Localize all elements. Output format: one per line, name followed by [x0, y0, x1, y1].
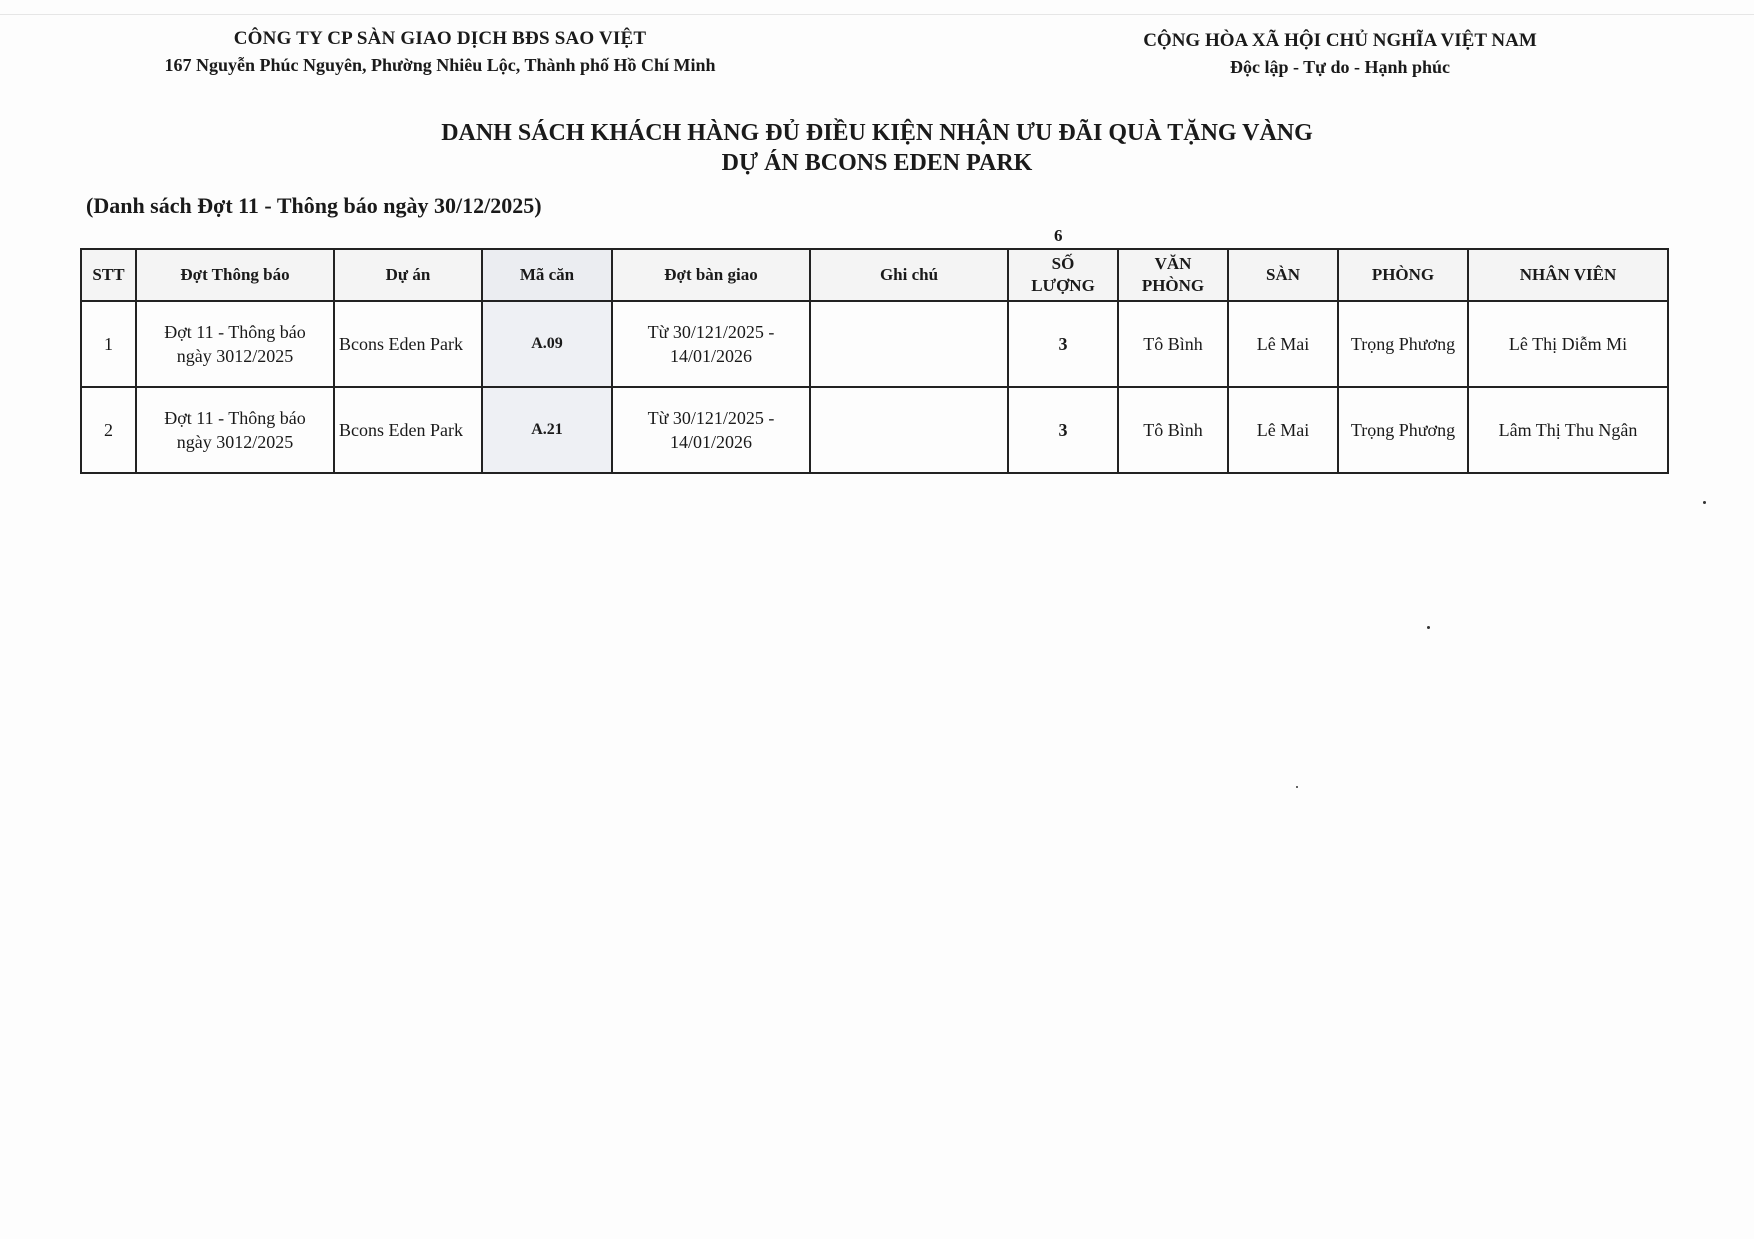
header-dot-thong-bao: Đợt Thông báo: [136, 249, 334, 301]
header-nhan-vien: NHÂN VIÊN: [1468, 249, 1668, 301]
header-phong: PHÒNG: [1338, 249, 1468, 301]
document-title-line-2: DỰ ÁN BCONS EDEN PARK: [721, 150, 1033, 176]
header-san: SÀN: [1228, 249, 1338, 301]
scan-speck: [1427, 626, 1430, 629]
cell-so-luong: 3: [1008, 387, 1118, 473]
header-du-an: Dự án: [334, 249, 482, 301]
country-motto: Độc lập - Tự do - Hạnh phúc: [1229, 57, 1451, 77]
cell-dot-thong-bao: [136, 301, 334, 387]
company-address: 167 Nguyễn Phúc Nguyên, Phường Nhiêu Lộc, Thành phố Hồ Chí Minh: [164, 55, 716, 75]
cell-van-phong: Tô Bình: [1118, 387, 1228, 473]
table-header-row: [81, 249, 1668, 301]
customer-list-table: [80, 248, 1669, 474]
cell-dot-ban-giao-line-1: Từ 30/121/2025 -: [647, 408, 775, 428]
header-so-luong-line-2: LƯỢNG: [1031, 276, 1095, 295]
cell-du-an: Bcons Eden Park: [334, 387, 482, 473]
table-row: [81, 387, 1668, 473]
cell-san: Lê Mai: [1228, 387, 1338, 473]
scan-speck: [1703, 501, 1706, 504]
national-header: [1110, 27, 1570, 81]
cell-dot-thong-bao: [136, 387, 334, 473]
cell-stt: 2: [81, 387, 136, 473]
header-van-phong-line-1: VĂN: [1154, 254, 1192, 273]
country-name: CỘNG HÒA XÃ HỘI CHỦ NGHĨA VIỆT NAM: [1143, 30, 1537, 51]
cell-dot-ban-giao-line-2: 14/01/2026: [669, 432, 752, 452]
cell-san: Lê Mai: [1228, 301, 1338, 387]
header-van-phong-line-2: PHÒNG: [1141, 276, 1205, 295]
cell-ma-can: A.09: [482, 301, 612, 387]
cell-ma-can: A.21: [482, 387, 612, 473]
cell-stt: 1: [81, 301, 136, 387]
cell-dot-ban-giao-line-2: 14/01/2026: [669, 346, 752, 366]
cell-dot-ban-giao: [612, 301, 810, 387]
document-title-line-1: DANH SÁCH KHÁCH HÀNG ĐỦ ĐIỀU KIỆN NHẬN ƯU ĐÃI QUÀ TẶNG VÀNG: [441, 120, 1313, 146]
header-ma-can: Mã căn: [482, 249, 612, 301]
cell-dot-thong-bao-line-1: Đợt 11 - Thông báo: [164, 322, 306, 342]
cell-dot-thong-bao-line-2: ngày 3012/2025: [176, 432, 294, 452]
header-ghi-chu: Ghi chú: [810, 249, 1008, 301]
cell-nhan-vien: Lê Thị Diễm Mi: [1468, 301, 1668, 387]
company-name: CÔNG TY CP SÀN GIAO DỊCH BĐS SAO VIỆT: [233, 28, 647, 49]
cell-dot-thong-bao-line-1: Đợt 11 - Thông báo: [164, 408, 306, 428]
cell-nhan-vien: Lâm Thị Thu Ngân: [1468, 387, 1668, 473]
header-stt: STT: [81, 249, 136, 301]
scan-speck: [1296, 786, 1298, 788]
cell-du-an: Bcons Eden Park: [334, 301, 482, 387]
company-header: [140, 26, 740, 78]
cell-phong: Trọng Phương: [1338, 301, 1468, 387]
header-van-phong: [1118, 249, 1228, 301]
cell-ghi-chu: [810, 387, 1008, 473]
header-so-luong-line-1: SỐ: [1051, 254, 1075, 273]
table-row: [81, 301, 1668, 387]
header-so-luong: [1008, 249, 1118, 301]
cell-dot-ban-giao: [612, 387, 810, 473]
stray-number: 6: [1054, 226, 1063, 245]
scan-edge-line: [0, 14, 1754, 15]
cell-phong: Trọng Phương: [1338, 387, 1468, 473]
document-subtitle: (Danh sách Đợt 11 - Thông báo ngày 30/12/2025): [86, 193, 542, 218]
header-dot-ban-giao: Đợt bàn giao: [612, 249, 810, 301]
cell-ghi-chu: [810, 301, 1008, 387]
cell-dot-ban-giao-line-1: Từ 30/121/2025 -: [647, 322, 775, 342]
cell-dot-thong-bao-line-2: ngày 3012/2025: [176, 346, 294, 366]
cell-so-luong: 3: [1008, 301, 1118, 387]
cell-van-phong: Tô Bình: [1118, 301, 1228, 387]
